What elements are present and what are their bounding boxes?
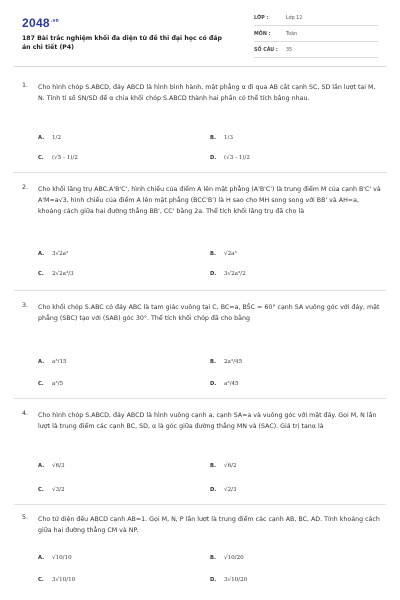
option-value: 3√10/20 xyxy=(224,577,248,583)
question-text: Cho hình chóp S.ABCD, đáy ABCD là hình vuông cạnh a, cạnh SA=a và vuông góc với mặt đáy. Gọi M, N lần lượt là trung điểm các cạnh BC, SD, α là góc giữa đường thẳng MN và (SAC). Giá trị tanα là xyxy=(38,412,377,430)
option-label: C. xyxy=(38,577,44,583)
option-value: 1/3 xyxy=(224,135,234,141)
document-title: 187 Bài trắc nghiệm khối đa diện từ đề thi đại học có đáp án chi tiết (P4) xyxy=(22,35,222,51)
option-label: A. xyxy=(38,251,45,257)
option-value: 2√2a³/3 xyxy=(52,271,74,277)
option-label: C. xyxy=(38,487,44,493)
option-b[interactable] xyxy=(210,358,242,365)
option-label: B. xyxy=(210,555,216,561)
option-label: C. xyxy=(38,155,44,161)
option-label: A. xyxy=(38,555,45,561)
question-number: 5. xyxy=(22,514,29,521)
option-a[interactable] xyxy=(38,250,68,257)
option-label: A. xyxy=(38,135,45,141)
option-label: C. xyxy=(38,381,44,387)
option-label: A. xyxy=(38,463,45,469)
option-d[interactable] xyxy=(210,576,247,583)
option-b[interactable] xyxy=(210,554,244,561)
option-label: D. xyxy=(210,155,217,161)
question-divider xyxy=(14,172,386,173)
option-value: √2a³ xyxy=(224,251,237,257)
question-number: 2. xyxy=(22,184,29,191)
meta-class-key: LỚP : xyxy=(254,16,269,21)
option-c[interactable] xyxy=(38,486,65,493)
option-value: 1/2 xyxy=(52,135,62,141)
option-a[interactable] xyxy=(38,134,61,141)
option-value: 2a³/45 xyxy=(224,359,243,365)
option-label: B. xyxy=(210,251,216,257)
option-b[interactable] xyxy=(210,462,237,469)
option-d[interactable] xyxy=(210,270,246,277)
question-number: 4. xyxy=(22,410,29,417)
option-value: a³/45 xyxy=(224,381,239,387)
option-label: D. xyxy=(210,577,217,583)
option-d[interactable] xyxy=(210,486,237,493)
option-label: B. xyxy=(210,463,216,469)
option-d[interactable] xyxy=(210,154,250,161)
question-number: 1. xyxy=(22,82,29,89)
option-c[interactable] xyxy=(38,380,63,387)
option-label: B. xyxy=(210,359,216,365)
question-text: Cho hình chóp S.ABCD, đáy ABCD là hình bình hành, mặt phẳng α đi qua AB cắt cạnh SC, SD lần lượt tại M, N. Tính tỉ số SN/SD để α chia khối chóp S.ABCD thành hai phần có thể tích bằng nhau. xyxy=(38,84,376,102)
option-value: √10/10 xyxy=(52,555,72,561)
option-value: 3√2a³/2 xyxy=(224,271,246,277)
option-b[interactable] xyxy=(210,134,233,141)
option-a[interactable] xyxy=(38,358,67,365)
option-value: √6/2 xyxy=(224,463,237,469)
option-label: D. xyxy=(210,381,217,387)
meta-subject-row xyxy=(254,30,378,42)
option-d[interactable] xyxy=(210,380,239,387)
option-label: B. xyxy=(210,135,216,141)
option-value: √2/3 xyxy=(224,487,237,493)
option-value: 3√10/10 xyxy=(52,577,76,583)
option-value: a³/15 xyxy=(52,359,67,365)
option-label: D. xyxy=(210,487,217,493)
question-divider xyxy=(14,290,386,291)
meta-count-row xyxy=(254,46,378,58)
option-value: √10/20 xyxy=(224,555,244,561)
question-text: Cho khối chóp S.ABC có đáy ABC là tam giác vuông tại C, BC=a, BŜC = 60° cạnh SA vuông góc với đáy, mặt phẳng (SBC) tạo với (SAB) góc 30°. Thể tích khối chóp đã cho bằng xyxy=(38,304,380,322)
site-logo[interactable] xyxy=(22,16,59,30)
header-divider xyxy=(14,66,386,67)
option-value: (√5 - 1)/2 xyxy=(52,155,78,161)
question-text: Cho khối lăng trụ ABC.A'B'C', hình chiếu của điểm A lên mặt phẳng (A'B'C') là trung điểm M của cạnh B'C' và A'M=a√3, hình chiếu của điểm A lên mặt phẳng (BCC'B') là H sao cho MH song song với BB' và AH=a, khoảng cách giữa hai đường thẳng BB', CC' bằng 2a. Thể tích khối lăng trụ đã cho là xyxy=(38,186,381,215)
question-divider xyxy=(14,504,386,505)
option-label: C. xyxy=(38,271,44,277)
question-divider xyxy=(14,398,386,399)
meta-count-value: 35 xyxy=(286,48,293,53)
option-value: (√3 - 1)/2 xyxy=(224,155,250,161)
logo-text: 2048 xyxy=(22,16,50,30)
option-c[interactable] xyxy=(38,270,74,277)
option-label: A. xyxy=(38,359,45,365)
option-a[interactable] xyxy=(38,554,72,561)
logo-suffix: .vn xyxy=(50,18,60,24)
meta-count-key: SỐ CÂU : xyxy=(254,48,278,53)
option-c[interactable] xyxy=(38,576,75,583)
meta-subject-value: Toán xyxy=(286,32,298,37)
option-c[interactable] xyxy=(38,154,78,161)
option-a[interactable] xyxy=(38,462,65,469)
option-value: √6/3 xyxy=(52,463,65,469)
meta-class-row xyxy=(254,14,378,26)
meta-subject-key: MÔN : xyxy=(254,32,271,37)
question-number: 3. xyxy=(22,302,29,309)
option-value: 3√2a³ xyxy=(52,251,69,257)
meta-class-value: Lớp 12 xyxy=(286,16,303,21)
question-text: Cho tứ diện đều ABCD cạnh AB=1. Gọi M, N, P lần lượt là trung điểm các cạnh AB, BC, AD. Tính khoảng cách giữa hai đường thẳng CM và NP. xyxy=(38,516,380,534)
option-b[interactable] xyxy=(210,250,237,257)
option-value: √3/2 xyxy=(52,487,65,493)
option-label: D. xyxy=(210,271,217,277)
option-value: a³/5 xyxy=(52,381,64,387)
